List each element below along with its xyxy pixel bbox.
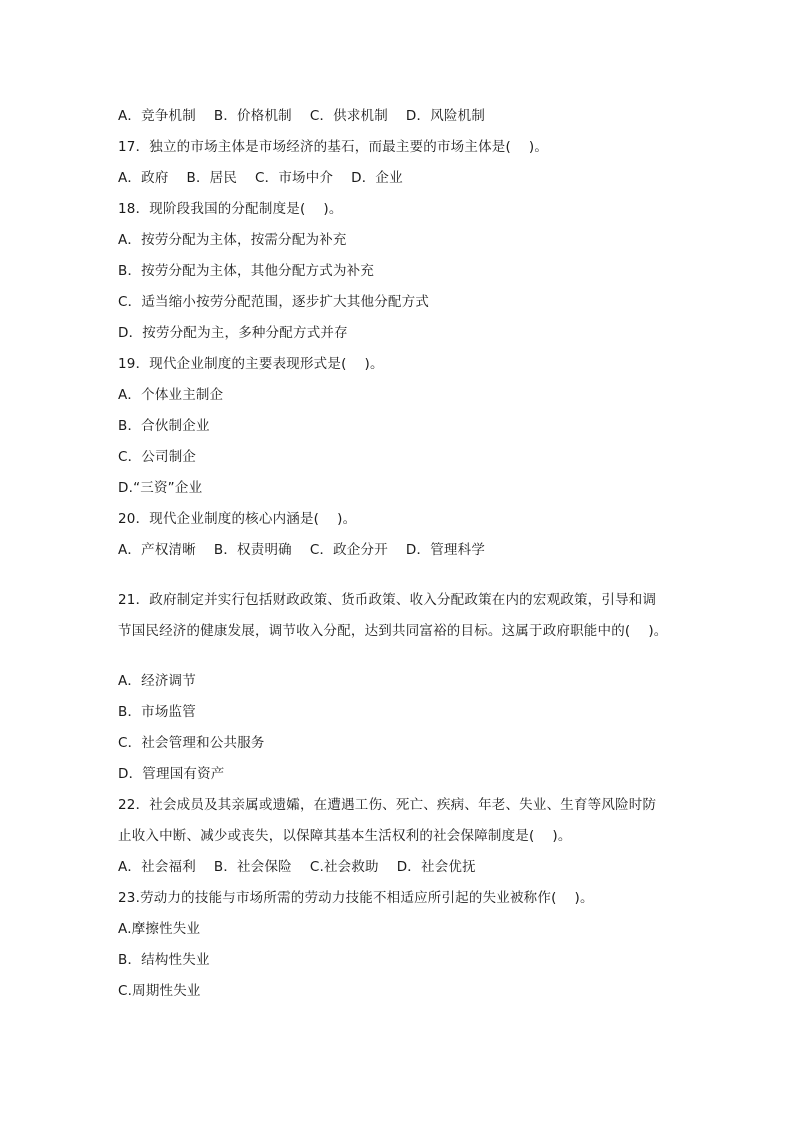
q20-options: A．产权清晰 B．权责明确 C．政企分开 D．管理科学 (118, 542, 486, 558)
q20-stem: 20．现代企业制度的核心内涵是( )。 (118, 511, 357, 527)
q17-stem: 17．独立的市场主体是市场经济的基石，而最主要的市场主体是( )。 (118, 139, 549, 155)
q18-option-a: A．按劳分配为主体，按需分配为补充 (118, 232, 347, 248)
spacer (118, 566, 698, 585)
q18-option-c: C．适当缩小按劳分配范围，逐步扩大其他分配方式 (118, 294, 430, 310)
q22-stem-line-2: 止收入中断、减少或丧失，以保障其基本生活权利的社会保障制度是( )。 (118, 828, 572, 844)
q18-option-b: B．按劳分配为主体，其他分配方式为补充 (118, 263, 375, 279)
q19-option-a: A．个体业主制企 (118, 387, 224, 403)
q19-option-b: B．合伙制企业 (118, 418, 210, 434)
q21-option-d: D．管理国有资产 (118, 766, 225, 782)
q17-options: A．政府 B．居民 C．市场中介 D．企业 (118, 170, 403, 186)
spacer (118, 647, 698, 666)
q23-stem: 23.劳动力的技能与市场所需的劳动力技能不相适应所引起的失业被称作( )。 (118, 890, 594, 906)
q21-option-a: A．经济调节 (118, 673, 196, 689)
q23-option-a: A.摩擦性失业 (118, 921, 201, 937)
q21-stem-line-1: 21．政府制定并实行包括财政政策、货币政策、收入分配政策在内的宏观政策，引导和调 (118, 592, 657, 608)
q19-stem: 19．现代企业制度的主要表现形式是( )。 (118, 356, 384, 372)
q21-stem-line-2: 节国民经济的健康发展，调节收入分配，达到共同富裕的目标。这属于政府职能中的( )。 (118, 623, 668, 639)
q16-options: A．竞争机制 B．价格机制 C．供求机制 D．风险机制 (118, 108, 486, 124)
q18-stem: 18．现阶段我国的分配制度是( )。 (118, 201, 343, 217)
q21-option-b: B．市场监管 (118, 704, 196, 720)
q23-option-b: B．结构性失业 (118, 952, 210, 968)
q19-option-d: D.“三资”企业 (118, 480, 203, 496)
q18-option-d: D．按劳分配为主，多种分配方式并存 (118, 325, 348, 341)
q22-options: A．社会福利 B．社会保险 C.社会救助 D．社会优抚 (118, 859, 476, 875)
document-body (118, 101, 698, 1007)
q19-option-c: C．公司制企 (118, 449, 197, 465)
q22-stem-line-1: 22．社会成员及其亲属或遗孀，在遭遇工伤、死亡、疾病、年老、失业、生育等风险时防 (118, 797, 657, 813)
q23-option-c: C.周期性失业 (118, 983, 201, 999)
q21-option-c: C．社会管理和公共服务 (118, 735, 265, 751)
